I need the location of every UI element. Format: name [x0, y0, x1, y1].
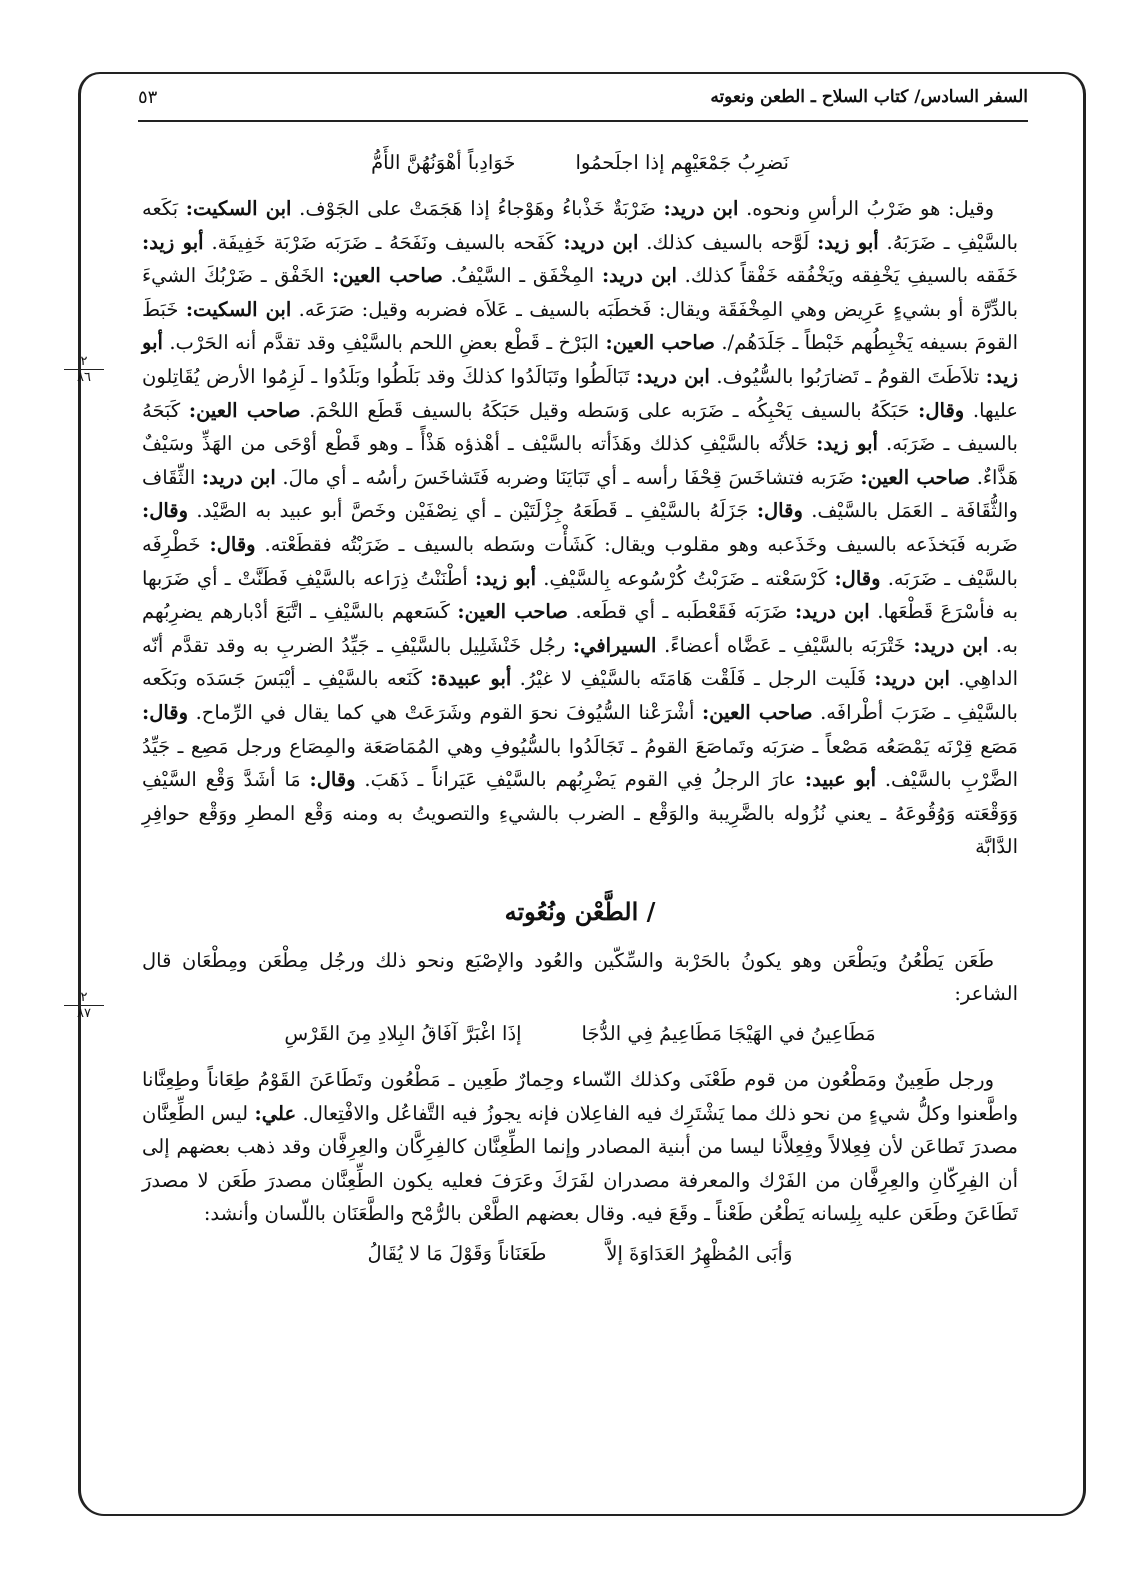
source-name: أبو عبيد: — [804, 768, 877, 792]
verse-hemistich: خَوَادِباً أهْوَنُهُنَّ الأَمُّ — [371, 151, 516, 174]
source-name: أبو زيد: — [817, 230, 879, 254]
source-name: أبو زيد: — [816, 432, 878, 456]
source-name: ابن السكيت: — [185, 197, 292, 220]
text-run: فَلَيت الرجل ـ فَلَقْت هَامَتَه بالسَّيْفِ لا غيْرُ. — [519, 667, 867, 691]
text-run: كَنَعه بالسَّيْفِ ـ أيْبَسَ جَسَدَه وبَكَعه بالسَّيْفِ ـ ضَرَبَ أطْرافَه. — [142, 667, 1018, 724]
source-name: صاحب العين: — [332, 264, 443, 288]
verse-hemistich: طَعَنَاناً وَقَوْلَ مَا لا يُقَالُ — [367, 1242, 547, 1266]
text-run: تَبَالَطُوا وتَبَالَدُوا كذلكَ وقد بَلَطُوا وبَلَدُوا ـ لَزِمُوا الأرض يُقَاتِلون عليها. — [142, 364, 1018, 422]
text-run: أطْنَنْتُ ذِرَاعه بالسَّيْفِ فَطَنَّتْ ـ أي ضَرَبها به فأسْرَعَ قَطْعَها. — [142, 566, 1019, 624]
source-name: ابن دريد: — [563, 230, 639, 254]
text-run: تلاَطَتَ القومُ ـ تَضارَبُوا بالسُّيُوف. — [716, 364, 980, 388]
source-name: علي: — [254, 1101, 297, 1125]
source-name: أبو زيد: — [475, 566, 537, 590]
running-title: السفر السادس/ كتاب السلاح ـ الطعن ونعوته — [710, 87, 1028, 107]
text-run: حَبَكَهُ بالسيف يَحْبِكُه ـ ضَرَبه على وَسَطه وقيل حَبَكَهُ بالسيف قَطَع اللحْمَ. — [309, 398, 910, 422]
text-run: ليس الطِّعِنَّان مصدرَ تَطاعَن لأن فِعِلالاً وفِعِلاَّنا ليسا من أبنية المصادر وإنما الطِّعِنَّان كالفِرِكَّان والعِرِفَّان وقد ذهب بعضهم إلى أن الفِرِكّانِ والعِرِفَّان من الفَرْك والمعرفة مصدران لفَرَكَ وعَرَفَ فعليه يكون الطِّعِنَّان مصدرَ طَعَن لا مصدرَ تَطَاعَنَ وطَعَن عليه بِلِسانه يَطْعُن طَعْناً ـ وقَعَ فيه. وقال بعضهم الطَّعْن بالرُّمْح والطَّعَنَان باللّسان وأنشد: — [142, 1101, 1018, 1226]
paragraph — [142, 192, 1018, 864]
header-rule — [138, 120, 1028, 122]
text-run: مَصَع قِرْنَه يَمْصَعُه مَصْعاً ـ ضرَبَه وتَماصَعَ القومُ ـ تَجَالَدُوا بالسُّيُوفِ وهي المُمَاصَعَة والمِصَاع ورجل مَصِع ـ جَيِّدُ الضَّرْبِ بالسَّيْف. — [142, 734, 1019, 792]
text-run: أشْرَعْنا السُّيُوفَ نحوَ القوم وشَرَعَتْ هي كما يقال في الرِّماح. — [195, 700, 695, 724]
verse — [142, 146, 1018, 180]
source-name: ابن دريد: — [663, 197, 739, 220]
text-run: ضَرَبَه فَقَعْطَبه ـ أي قطَعه. — [575, 600, 788, 624]
paragraph — [142, 1063, 1018, 1231]
verse — [142, 1237, 1018, 1271]
source-name: وقال: — [142, 499, 189, 523]
text-run: كَفَحه بالسيف ونَفَحَهُ ـ ضَرَبَه ضَرْبَة خَفِيفَة. — [211, 230, 556, 254]
source-name: صاحب العين: — [457, 600, 568, 624]
section-heading: / الطَّعْن ونُعُوته — [504, 896, 656, 926]
text-run: خَبَطَ القومَ بسيفه يَخْبِطُهم خَبْطاً ـ جَلَدَهُم/. — [142, 297, 1019, 355]
text-run: كَسَعهم بالسَّيْفِ ـ اتَّبَعَ أدْبارهم يضرِبُهم به. — [142, 600, 1018, 657]
text-run: الخَفْق ـ ضَرْبُكَ الشيءَ بالدِّرَّة أو بشيءٍ عَرِيض وهي المِخْفَقَة ويقال: فَخطَبَه بالسيف ـ عَلاَه فضربه وقيل: صَرَعَه. — [142, 264, 1019, 321]
margin-note-numerator: ٢ — [64, 354, 104, 370]
text-run: البَرْخ ـ قَطْع بعضِ اللحم بالسَّيْفِ وقد تقدَّم أنه الحَرْب. — [169, 331, 600, 355]
text-run: ضَرْبَةٌ خَذْباءُ وهَوْجاءُ إذا هَجَمَتْ على الجَوْف. — [299, 197, 656, 220]
text-run: ضَرَبه فتشاخَسَ قِحْفَا رأسه ـ أي تَبَايَنَا وضربه فَتَشاخَسَ رأسُه ـ أي مالَ. — [282, 465, 854, 489]
paragraph: طَعَن يَطْعُنُ ويَطْعَن وهو يكونُ بالحَرْبة والسِّكّين والعُود والإصْبَع ونحو ذلك ورجُل مِطْعَن ومِطْعَان قال الشاعر: — [142, 948, 1018, 1006]
source-name: ابن دريد: — [601, 264, 677, 288]
text-run: وقيل: هو ضَرْبُ الرأسِ ونحوه. — [746, 197, 995, 220]
source-name: ابن دريد: — [913, 633, 989, 657]
source-name: ابن دريد: — [201, 465, 276, 489]
text-run: خَتْرَبَه بالسَّيْفِ ـ عَضَّاه أعضاءً. — [664, 633, 906, 657]
text-run: بَكَعه بالسَّيْفِ ـ ضَرَبَهُ. — [142, 197, 1019, 254]
text-run: ورجل طَعِينٌ ومَطْعُون من قوم طَعْنَى وكذلك النّساء وحِمارٌ طَعِين ـ مَطْعُون وتَطَاعَنَ القَوْمُ طِعَاناً وطِعِنَّانا واطَّعنوا وكلُّ شيءٍ من نحو ذلك مما يَشْتَرِك فيه الفاعِلان فإنه يجوزُ فيه التَّفاعُل والافْتِعال. — [142, 1068, 1019, 1125]
source-name: السيرافي: — [572, 633, 657, 657]
source-name: أبو عبيدة: — [430, 667, 512, 691]
text-run: كَرْسَعْته ـ ضَرَبْتُ كُرْسُوعه بِالسَّيْفِ. — [543, 566, 828, 590]
text-run: كَبَحَهُ بالسيف ـ ضَرَبَه. — [142, 398, 1018, 456]
source-name: ابن دريد: — [794, 600, 870, 624]
verse — [142, 1017, 1018, 1051]
text-run: حَلأتُه بالسَّيْفِ كذلك وهَذَأته بالسَّيْف ـ أهْذؤه هَذْأً ـ وهو قَطْع أوْحَى من الهَذِّ وسَيْفٌ هَذَّاءٌ. — [142, 432, 1018, 489]
margin-note-denominator: ٨٧ — [77, 1006, 91, 1021]
text-run: جَزَلَهُ بالسَّيْفِ ـ قَطَعَهُ جِزْلَتَيْن ـ أي نِصْفَيْن وخَصَّ أبو عبيد به الصَّيْد. — [196, 499, 749, 523]
text-run: المِخْفَق ـ السَّيْفُ. — [450, 264, 595, 288]
main-text — [142, 140, 1018, 1477]
text-run: مَا أشَدَّ وَقْع السَّيْفِ وَوَقْعَته وَوُقُوعَهُ ـ يعني نُزُوله بالضَّرِيبة والوَقْع ـ الضرب بالشيءِ والتصويتُ به ومنه وَقْع المطرِ ووَقْع حوافِرِ الدَّابَّة — [142, 768, 1018, 859]
source-name: صاحب العين: — [860, 465, 971, 489]
margin-folio-note — [64, 354, 104, 385]
source-name: أبو زيد: — [142, 230, 204, 254]
verse-hemistich: وَأبَى المُظْهِرُ العَدَاوَةَ إلاَّ — [606, 1242, 793, 1266]
text-run: الثِّقَاف والثُّقَافَة ـ العَمَل بالسَّيْف. — [142, 465, 1018, 523]
source-name: وقال: — [834, 566, 881, 590]
text-run: خَطْرِفَه بالسَّيْف ـ ضَرَبَه. — [142, 532, 1018, 590]
verse-hemistich: نَضرِبُ جَمْعَيْهِم إذا اجلَحمُوا — [575, 151, 789, 174]
source-name: وقال: — [142, 700, 189, 724]
text-run: رجُل خَنْشَلِيل بالسَّيْفِ ـ جَيِّدُ الضربِ به وقد تقدَّم أنّه الداهِي. — [142, 633, 1019, 691]
text-run: خَفَقه بالسيفِ يَخْفِقه ويَخْفُقه خَفْقاً كذلك. — [684, 264, 1019, 288]
margin-folio-note — [64, 990, 104, 1021]
page-number: ٥٣ — [138, 86, 158, 108]
margin-note-denominator: ٨٦ — [77, 370, 91, 385]
verse-hemistich: إذَا اغْبَرَّ آفَاقُ البِلادِ مِنَ القَرْسِ — [284, 1022, 522, 1046]
page-header — [138, 82, 1028, 112]
verse-hemistich: مَطَاعِينُ في الهَيْجَا مَطَاعِيمُ فِي الدُّجَا — [581, 1022, 876, 1046]
source-name: صاحب العين: — [188, 398, 301, 422]
text-run: لَوَّحه بالسيف كذلك. — [646, 230, 810, 254]
source-name: وقال: — [756, 499, 803, 523]
source-name: وقال: — [918, 398, 965, 422]
source-name: ابن دريد: — [874, 667, 950, 691]
source-name: صاحب العين: — [605, 331, 715, 355]
source-name: ابن السكيت: — [185, 297, 292, 321]
source-name: أبو زيد: — [142, 331, 1018, 388]
text-run: عارَ الرجلُ فِي القوم يَضْرِبُهم بالسَّيْفِ عَيَراناً ـ ذَهَبَ. — [364, 768, 797, 792]
text-run: ضَربه فَبَخذَعه بالسيف وخَذَعبه وهو مقلوب ويقال: كَشَأْت وسَطه بالسيف ـ ضَرَبْتُه فقطَعْته. — [264, 532, 1018, 556]
source-name: وقال: — [209, 532, 256, 556]
source-name: صاحب العين: — [702, 700, 813, 724]
source-name: ابن دريد: — [636, 364, 710, 388]
source-name: وقال: — [309, 768, 356, 792]
margin-note-numerator: ٢ — [64, 990, 104, 1006]
